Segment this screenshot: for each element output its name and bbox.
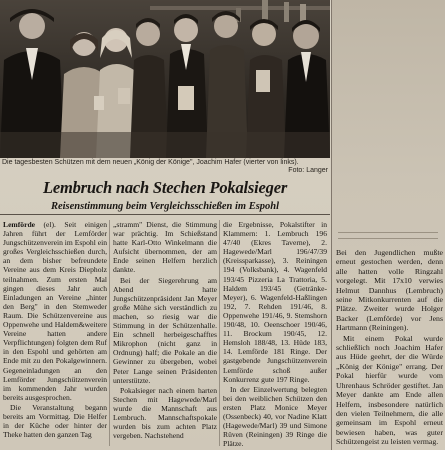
headline-rule [0, 214, 330, 215]
column-divider [219, 220, 220, 446]
photo-caption [2, 159, 328, 175]
article-column-1 [3, 220, 107, 448]
paragraph: Pokalsieger nach einem harten Stechen mit Hagewede/Marl wurde die Mannschaft aus Lembruch. Mannschaftspokale wurden bis zum achten Platz vergeben. Nachstehend [113, 385, 217, 441]
paragraph: Bei der Siegerehrung am Abend hatte Jungschützenpräsident Jan Meyer große Mühe sich verständlich zu machen, so riesig war die Stimmung in der Schützenhalle. Ein schnell herbeigeschafftes Mikrophon (nicht ganz in Ordnung) half; die Pokale an die Gewinner zu übergeben, wobei Peter Lange seinen Präsidenten unterstützte. [113, 275, 217, 385]
article-column-2 [113, 220, 217, 448]
paragraph: Die Veranstaltung begann bereits am Vormittag. Die Helfer in der Küche oder hinter der Theke hatten den ganzen Tag [3, 402, 107, 440]
paragraph [3, 220, 107, 402]
group-photo-image [0, 0, 330, 158]
article-headline: Lembruch nach Stechen Pokalsieger [42, 178, 288, 197]
group-photo [0, 0, 330, 158]
article-column-4 [336, 248, 443, 448]
clipping-edge [331, 0, 332, 450]
paragraph: In der Einzelwertung belegten bei den weiblichen Schützen den ersten Platz Monice Meyer (Ossenbeck) 40, vor Nadine Klatt (Hagewede/Marl) 39 und Simone Rüven (Reiningen) 39 Ringe die Plätze. [223, 384, 327, 448]
article-subheadline: Reisenstimmung beim Vergleichsschießen im Espohl [50, 201, 280, 212]
caption-text: Die tagesbesten Schützen mit dem neuen „König der Könige", Joachim Hafer (vierter von links). [2, 159, 299, 166]
paragraph: Mit einem Pokal wurde schließlich noch Joachim Hafer aus Hüde geehrt, der die Würde „König der Könige" errang. Der Pokal hierfür wurde vom Uhrenhaus Schröder gestiftet. Jan Meyer dankte am Ende allen Helfern, insbesondere natürlich den vielen Teilnehmern, die alle gemeinsam im Espohl erneut bewiesen haben, was guter Schützengeist zu leisten vermag. [336, 333, 443, 447]
paragraph: Bei den Jugendlichen mußte erneut gestochen werden, denn alle hatten volle Ringzahl vorgelegt. Mit 17x10 verwies Helmut Dannhus (Lembruch) seine Mitkonkurrenten auf die Plätze. Zweiter wurde Holger Backer (Lemförde) vor Jens Hartmann (Reiningen). [336, 248, 443, 333]
paragraph: die Ergebnisse, Pokalstifter in Klammern: 1. Lembruch 196 47/40 (Ekres Taverne), 2. Hagewede/Marl 196/47/39 (Kreissparkasse), 3. Reiningen 194 (Volksbank), 4. Wagenfeld 193/45 Pizzeria La Trattoria, 5. Haldem 193/45 (Getränke-Meyer), 6. Wagenfeld-Haßlingen 192, 7. Rehden 191/46, 8. Oppenwehe 191/46, 9. Stemshorn 190/48, 10. Oeenschoer 190/46, 11. Brockum 190/45, 12. Hemsloh 188/48, 13. Hüde 183, 14. Lemförde 181 Ringe. Der gastgebende Jungschützenverein Lemförde schoß außer Konkurrenz gute 197 Ringe. [223, 220, 327, 384]
column-divider [109, 220, 110, 446]
photo-credit: Foto: Langer [288, 167, 328, 174]
paragraph-text: (el). Seit einigen Jahren führt der Lemförder Jungschützenverein im Espohl ein großes Vergleichsschießen durch, an dem bisher befreundete Vereine aus dem Kreis Diepholz teilnahmen. Zum ersten Mal gingen dieses Jahr auch Einladungen an Vereine „hinter den Berg" in den Stemweder Raum. Die Schützenvereine aus Oppenwehe und Haldem&weitere Vereine hatten andere Verpflichtungen) folgten dem Ruf in den Espohl und gehörten am Ende mit zu den Pokalgewinnern. Gegeneinladungen an den Lemförder Jungschützenverein im kommenden Jahr wurden bereits ausgesprochen. [3, 220, 107, 402]
paragraph: „stramm" Dienst, die Stimmung war prächtig. Im Schießstand hatte Karl-Otto Winkelmann die Aufsicht übernommen, der am Ende seinen Helfern herzlich dankte. [113, 220, 217, 275]
article-column-3 [223, 220, 327, 448]
dateline: Lemförde [3, 220, 36, 229]
